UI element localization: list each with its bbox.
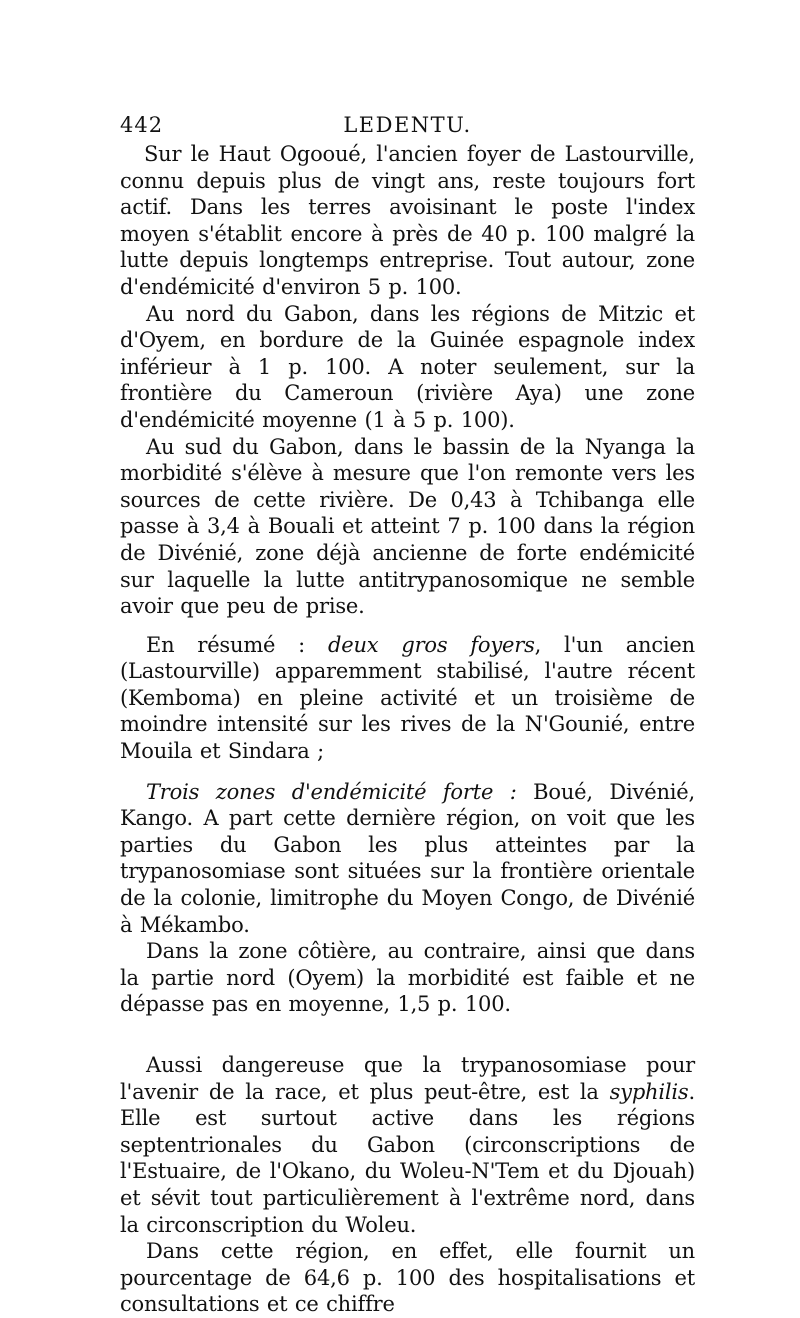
running-title: LEDENTU. (343, 113, 472, 137)
page-header (120, 105, 695, 141)
italic-term: syphilis (609, 1079, 689, 1104)
page-number: 442 (120, 113, 164, 137)
paragraph-nord-gabon: Au nord du Gabon, dans les régions de Mitzic et d'Oyem, en bordure de la Guinée espagnole index inférieur à 1 p. 100. A noter seulement, sur la frontière du Cameroun (rivière Aya) une zone d'endémicité moyenne (1 à 5 p. 100). (120, 301, 695, 432)
italic-phrase: deux gros foyers (327, 632, 535, 657)
italic-phrase: Trois zones d'endémicité forte : (146, 779, 534, 804)
paragraph-sud-gabon: Au sud du Gabon, dans le bassin de la Nyanga la morbidité s'élève à mesure que l'on remonte vers les sources de cette rivière. De 0,43 à Tchibanga elle passe à 3,4 à Bouali et atteint 7 p. 100 dans la région de Divénié, zone déjà ancienne de forte endémicité sur laquelle la lutte antitrypanosomique ne semble avoir que peu de prise. (120, 434, 695, 619)
paragraph-zone-cotiere: Dans la zone côtière, au contraire, ainsi que dans la partie nord (Oyem) la morbidité est faible et ne dépasse pas en moyenne, 1,5 p. 100. (120, 939, 695, 1017)
paragraph-en-resume: En résumé : deux gros foyers, l'un ancien (Lastourville) apparemment stabilisé, l'autre récent (Kemboma) en pleine activité et un troisième de moindre intensité sur les rives de la N'Gounié, entre Mouila et Sindara ; (120, 632, 695, 764)
paragraph-trois-zones: Trois zones d'endémicité forte : Boué, Divénié, Kango. A part cette dernière région, on voit que les parties du Gabon les plus atteintes par la trypanosomiase sont situées sur la frontière orientale de la colonie, limitrophe du Moyen Congo, de Divénié à Mékambo. (120, 779, 695, 937)
paragraph-syphilis: Aussi dangereuse que la trypanosomiase pour l'avenir de la race, et plus peut-être, est la syphilis. Elle est surtout active dans les régions septentrionales du Gabon (circonscriptions de l'Estuaire, de l'Okano, du Woleu-N'Tem et du Djouah) et sévit tout particulièrement à l'extrême nord, dans la circonscription du Woleu. (120, 1053, 695, 1237)
paragraph-haut-ogooue: Sur le Haut Ogooué, l'ancien foyer de Lastourville, connu depuis plus de vingt ans, reste toujours fort actif. Dans les terres avoisinant le poste l'index moyen s'établit encore à près de 40 p. 100 malgré la lutte depuis longtemps entreprise. Tout autour, zone d'endémicité d'environ 5 p. 100. (120, 142, 695, 299)
book-page (120, 105, 695, 1318)
paragraph-pourcentage: Dans cette région, en effet, elle fournit un pourcentage de 64,6 p. 100 des hospitalisations et consultations et ce chiffre (120, 1239, 695, 1317)
